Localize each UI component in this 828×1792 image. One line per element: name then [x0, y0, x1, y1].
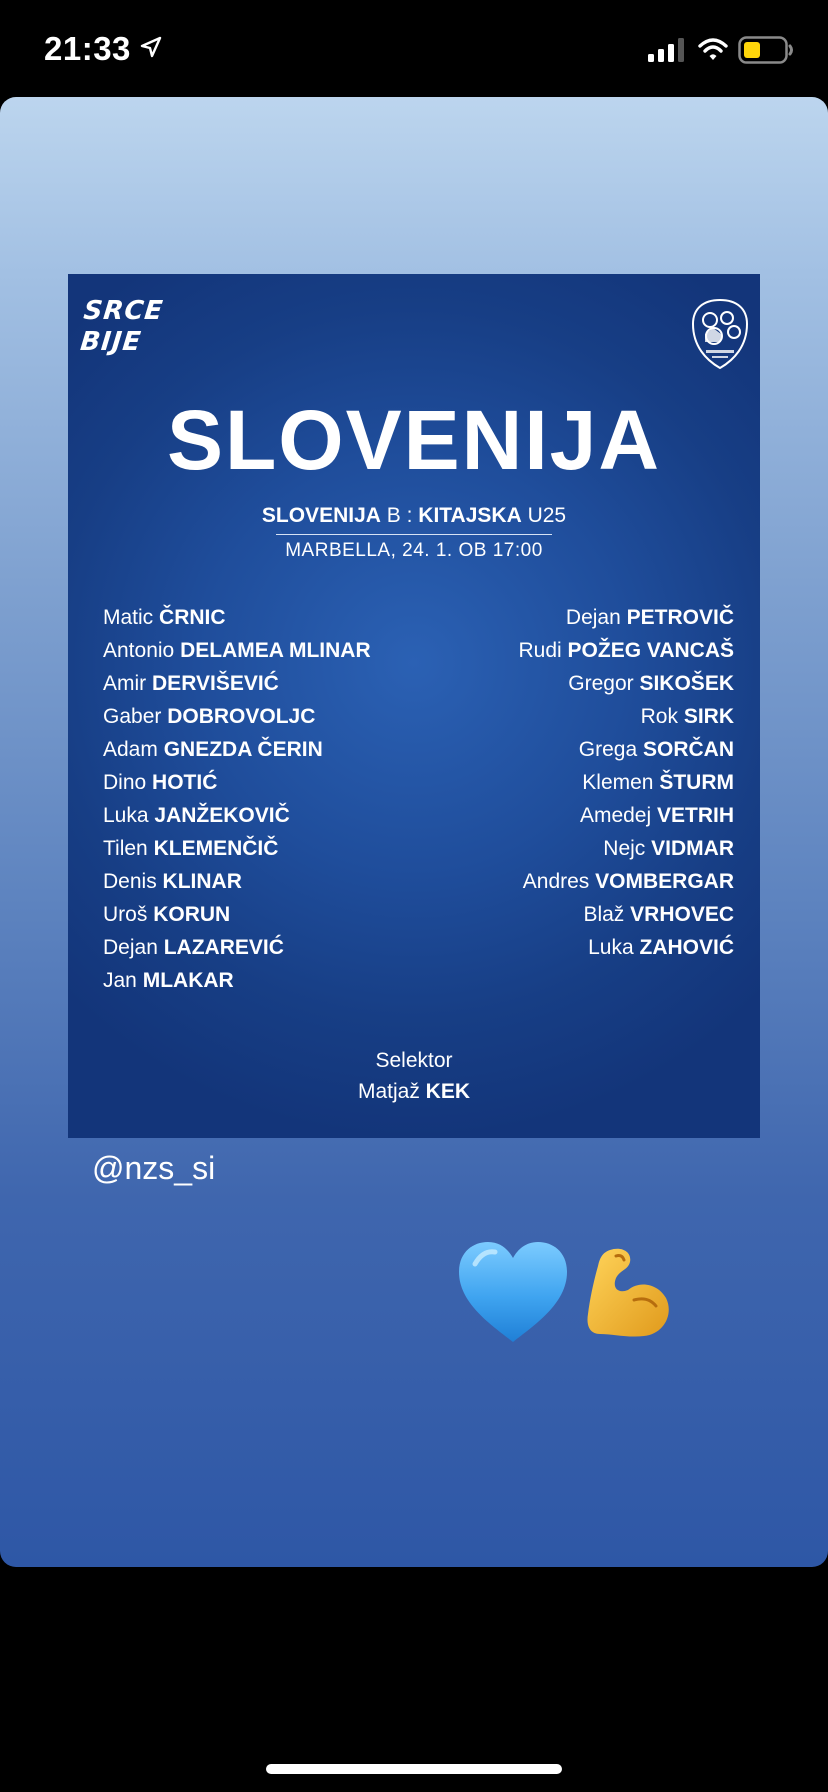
player-entry — [103, 868, 371, 901]
coach-label: Selektor — [375, 1049, 453, 1072]
player-first-name: Adam — [103, 738, 158, 761]
home-indicator[interactable] — [266, 1764, 562, 1774]
player-surname: PETROVIČ — [626, 606, 734, 629]
player-first-name: Jan — [103, 969, 137, 992]
location-arrow-icon — [140, 36, 162, 58]
player-first-name: Luka — [103, 804, 149, 827]
player-first-name: Blaž — [583, 903, 625, 926]
battery-icon — [738, 36, 794, 64]
nzs-crest-icon — [690, 298, 750, 370]
player-first-name: Klemen — [582, 771, 654, 794]
player-first-name: Matic — [103, 606, 154, 629]
player-surname: DERVIŠEVIĆ — [152, 672, 279, 695]
wifi-icon — [698, 36, 728, 62]
player-first-name: Dejan — [565, 606, 621, 629]
player-first-name: Luka — [588, 936, 634, 959]
team-poster — [68, 274, 760, 1138]
player-surname: KLINAR — [162, 870, 242, 893]
player-entry — [518, 769, 734, 802]
player-entry — [103, 835, 371, 868]
player-first-name: Dino — [103, 771, 147, 794]
player-surname: VRHOVEC — [630, 903, 734, 926]
player-entry — [103, 703, 371, 736]
player-first-name: Nejc — [603, 837, 646, 860]
coach-block — [68, 1045, 760, 1107]
player-surname: VETRIH — [656, 804, 734, 827]
player-entry — [518, 901, 734, 934]
player-entry — [518, 934, 734, 967]
player-entry — [103, 670, 371, 703]
logo-line-2: BIJE — [78, 327, 143, 357]
player-surname: KORUN — [153, 903, 231, 926]
player-first-name: Amedej — [579, 804, 652, 827]
cellular-signal-icon — [648, 38, 686, 62]
player-first-name: Rok — [640, 705, 678, 728]
players-left-column — [103, 604, 371, 1000]
player-entry — [103, 736, 371, 769]
player-surname: LAZAREVIĆ — [163, 936, 284, 959]
player-surname: SORČAN — [642, 738, 734, 761]
match-date-location: MARBELLA, 24. 1. OB 17:00 — [285, 540, 543, 561]
player-surname: POŽEG VANCAŠ — [567, 639, 734, 662]
player-surname: VOMBERGAR — [595, 870, 734, 893]
player-entry — [518, 637, 734, 670]
player-entry — [518, 604, 734, 637]
player-surname: ČRNIC — [159, 606, 226, 629]
logo-line-1: SRCE — [82, 296, 165, 326]
player-entry — [518, 736, 734, 769]
player-surname: ŠTURM — [659, 771, 734, 794]
player-surname: SIRK — [683, 705, 734, 728]
player-entry — [103, 769, 371, 802]
status-time: 21:33 — [44, 30, 131, 67]
player-entry — [518, 802, 734, 835]
player-first-name: Tilen — [103, 837, 148, 860]
player-entry — [103, 967, 371, 1000]
player-first-name: Grega — [578, 738, 638, 761]
story-card[interactable] — [0, 97, 828, 1567]
poster-title: SLOVENIJA — [166, 393, 662, 487]
player-entry — [103, 604, 371, 637]
coach-name: Matjaž KEK — [357, 1080, 471, 1103]
player-surname: ZAHOVIĆ — [639, 936, 734, 959]
player-first-name: Uroš — [103, 903, 148, 926]
match-divider — [276, 534, 552, 535]
player-surname: KLEMENČIČ — [153, 837, 279, 860]
mention-sticker[interactable]: @nzs_si — [92, 1150, 216, 1186]
player-first-name: Denis — [103, 870, 157, 893]
player-first-name: Gaber — [103, 705, 162, 728]
player-first-name: Amir — [103, 672, 147, 695]
player-first-name: Gregor — [568, 672, 634, 695]
player-surname: MLAKAR — [142, 969, 234, 992]
player-surname: GNEZDA ČERIN — [163, 738, 323, 761]
player-entry — [103, 802, 371, 835]
player-surname: DELAMEA MLINAR — [180, 639, 371, 662]
player-entry — [518, 868, 734, 901]
player-surname: JANŽEKOVIČ — [154, 804, 290, 827]
player-first-name: Rudi — [518, 639, 562, 662]
status-bar — [0, 0, 828, 96]
player-surname: HOTIĆ — [152, 771, 218, 794]
player-first-name: Dejan — [103, 936, 158, 959]
players-right-column — [518, 604, 734, 967]
blue-heart-icon[interactable] — [455, 1238, 571, 1346]
player-first-name: Antonio — [103, 639, 175, 662]
player-first-name: Andres — [522, 870, 590, 893]
player-surname: DOBROVOLJC — [167, 705, 316, 728]
match-line: SLOVENIJA B : KITAJSKA U25 — [261, 504, 567, 527]
player-surname: SIKOŠEK — [639, 672, 734, 695]
player-entry — [103, 934, 371, 967]
player-entry — [518, 670, 734, 703]
srce-bije-logo — [79, 296, 165, 358]
player-entry — [518, 703, 734, 736]
flexed-biceps-icon[interactable] — [582, 1244, 674, 1342]
player-entry — [103, 901, 371, 934]
player-entry — [518, 835, 734, 868]
player-entry — [103, 637, 371, 670]
player-surname: VIDMAR — [651, 837, 734, 860]
